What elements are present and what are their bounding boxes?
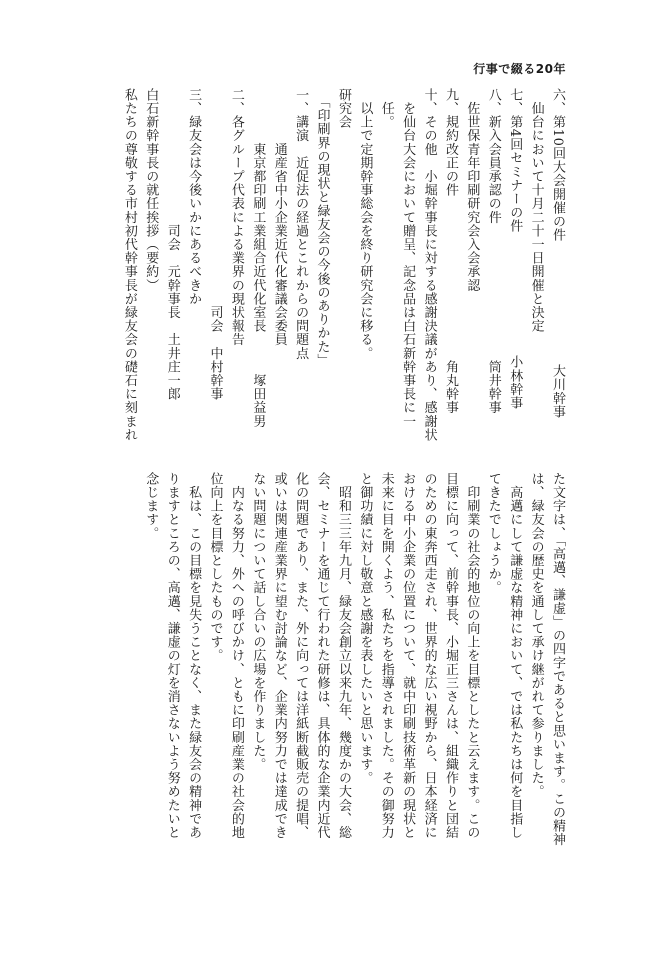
text-line: 以上で定期幹事総会を終り研究会に移る。 bbox=[357, 88, 373, 360]
text-line: 高邁にして謙虚な精神において、では私たちは何を目指し bbox=[507, 472, 523, 840]
text-line: 位向上を目標としたものです。 bbox=[207, 472, 223, 663]
text-line: 二、各グループ代表による業界の現状報告 bbox=[228, 88, 244, 347]
text-line: 六、第10回大会開催の件 大川幹事 bbox=[550, 88, 565, 419]
text-line: 印刷業の社会的地位の向上を目標としたと云えます。この bbox=[464, 472, 480, 840]
text-line: 司会 元幹事長 土井庄一郎 bbox=[164, 88, 180, 401]
text-line: 化の問題であり、また、外に向っては洋紙断截販売の提唱、 bbox=[293, 472, 309, 840]
text-line: 三、緑友会は今後いかにあるべきか bbox=[186, 88, 202, 306]
section-heading: 研究会 bbox=[335, 88, 351, 129]
text-line: 司会 中村幹事 bbox=[207, 88, 223, 401]
text-line: 私は、この目標を見失うことなく、また緑友会の精神であ bbox=[186, 472, 202, 840]
text-line: は、緑友会の歴史を通して承け継がれて参りました。 bbox=[528, 472, 544, 799]
text-line: 或いは関連産業界に望む討論など、企業内努力では達成でき bbox=[271, 472, 287, 840]
text-line: た文字は、「高邁、謙虚」の四字であると思います。この精神 bbox=[550, 472, 565, 847]
section-heading: 白石新幹事長の就任挨拶（要約） bbox=[143, 88, 159, 292]
text-line: を仙台大会において贈呈、記念品は白石新幹事長に一 bbox=[400, 88, 416, 428]
text-line: ない問題について話し合いの広場を作りました。 bbox=[250, 472, 266, 772]
text-line: 東京都印刷工業組合近代化室長 塚田益男 bbox=[250, 88, 266, 428]
text-line: 「印刷界の現状と緑友会の今後のありかた」 bbox=[314, 88, 330, 368]
text-line: 七、第4回セミナーの件 小林幹事 bbox=[507, 88, 523, 410]
lower-text-block bbox=[140, 472, 568, 847]
text-line: 私たちの尊敬する市村初代幹事長が緑友会の礎石に刻まれ bbox=[121, 88, 137, 442]
text-line: 八、新入会員承認の件 筒井幹事 bbox=[485, 88, 501, 415]
text-line: てきたでしょうか。 bbox=[485, 472, 501, 595]
text-line: 目標に向って、前幹事長、小堀正三さんは、組織作りと団結 bbox=[442, 472, 458, 840]
running-head: 行事で綴る20年 bbox=[473, 62, 566, 76]
text-line: 通産省中小企業近代化審議会委員 bbox=[271, 88, 287, 347]
text-line: のための東奔西走され、世界的な広い視野から、日本経済に bbox=[421, 472, 437, 840]
text-line: 任。 bbox=[378, 88, 394, 129]
text-line: 昭和三三年九月、緑友会創立以来九年、幾度かの大会、総 bbox=[335, 472, 351, 840]
text-line: と御功績に対し敬意と感謝を表したいと思います。 bbox=[357, 472, 373, 785]
text-line: 内なる努力、外への呼びかけ、ともに印刷産業の社会的地 bbox=[228, 472, 244, 840]
text-line: 未来に目を開くよう、私たちを指導されました。その御努力 bbox=[378, 472, 394, 840]
text-line: 佐世保青年印刷研究会入会承認 bbox=[464, 88, 480, 292]
text-line: 会、セミナーを通じて行われた研修は、具体的な企業内近代 bbox=[314, 472, 330, 840]
text-line: 念じます。 bbox=[143, 472, 159, 540]
text-line: 九、規約改正の件 角丸幹事 bbox=[442, 88, 458, 415]
text-line: りますところの、高邁、謙虚の灯を消さないよう努めたいと bbox=[164, 472, 180, 840]
text-line: 一、講演 近促法の経過とこれからの問題点 bbox=[293, 88, 309, 360]
text-line: 仙台において十月二十一日開催と決定 bbox=[528, 88, 544, 333]
upper-text-block bbox=[118, 88, 568, 448]
text-line: 十、その他 小堀幹事長に対する感謝決議があり、感謝状 bbox=[421, 88, 437, 442]
text-line: おける中小企業の位置について、就中印刷技術革新の現状と bbox=[400, 472, 416, 840]
